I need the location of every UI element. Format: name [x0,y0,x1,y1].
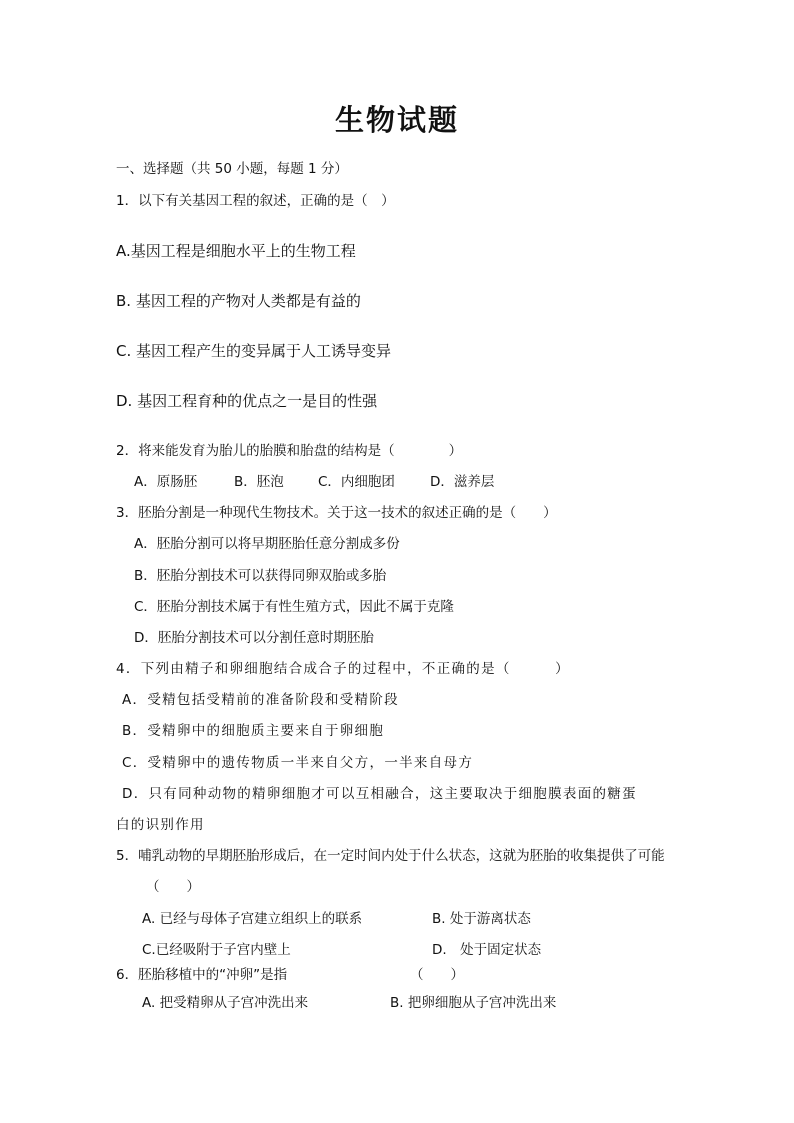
q1-option-c: C. 基因工程产生的变异属于人工诱导变异 [116,342,392,360]
q4-option-a: A．受精包括受精前的准备阶段和受精阶段 [122,692,399,708]
q4-option-d-continued: 白的识别作用 [116,817,205,833]
q6-option-b: B. 把卵细胞从子宫冲洗出来 [390,995,557,1011]
q4-option-d: D．只有同种动物的精卵细胞才可以互相融合，这主要取决于细胞膜表面的糖蛋 [122,786,637,802]
q5-stem: 5．哺乳动物的早期胚胎形成后，在一定时间内处于什么状态，这就为胚胎的收集提供了可能 [116,848,665,864]
page-title: 生物试题 [334,103,459,137]
q5-option-c: C.已经吸附于子宫内壁上 [142,942,291,958]
q6-stem: 6．胚胎移植中的“冲卵”是指 [116,967,288,983]
q5-option-a: A. 已经与母体子宫建立组织上的联系 [142,911,363,927]
q2-stem: 2．将来能发育为胎儿的胎膜和胎盘的结构是（ ） [116,443,463,459]
q4-stem: 4．下列由精子和卵细胞结合成合子的过程中，不正确的是（ ） [116,661,570,677]
section-heading: 一、选择题（共 50 小题，每题 1 分） [116,161,348,177]
q4-option-b: B．受精卵中的细胞质主要来自于卵细胞 [122,723,385,739]
q2-option-d: D．滋养层 [430,474,495,490]
q2-option-a: A．原肠胚 [134,474,198,490]
q3-option-d: D．胚胎分割技术可以分割任意时期胚胎 [134,630,374,646]
q1-option-a: A.基因工程是细胞水平上的生物工程 [116,242,356,260]
q4-option-c: C．受精卵中的遗传物质一半来自父方，一半来自母方 [122,755,474,771]
q1-option-d: D. 基因工程育种的优点之一是目的性强 [116,392,378,410]
q3-option-b: B．胚胎分割技术可以获得同卵双胎或多胎 [134,568,387,584]
q1-option-b: B. 基因工程的产物对人类都是有益的 [116,292,361,310]
q3-option-c: C．胚胎分割技术属于有性生殖方式，因此不属于克隆 [134,599,454,615]
q5-option-d: D. 处于固定状态 [432,942,542,958]
q1-stem: 1．以下有关基因工程的叙述，正确的是（ ） [116,193,395,209]
q3-stem: 3．胚胎分割是一种现代生物技术。关于这一技术的叙述正确的是（ ） [116,505,557,521]
q5-answer-paren: （ ） [146,879,200,895]
q6-option-a: A. 把受精卵从子宫冲洗出来 [142,995,309,1011]
q3-option-a: A．胚胎分割可以将早期胚胎任意分割成多份 [134,536,400,552]
q2-option-b: B．胚泡 [234,474,284,490]
q5-option-b: B. 处于游离状态 [432,911,531,927]
q6-answer-paren: （ ） [410,967,464,983]
q2-option-c: C．内细胞团 [318,474,395,490]
